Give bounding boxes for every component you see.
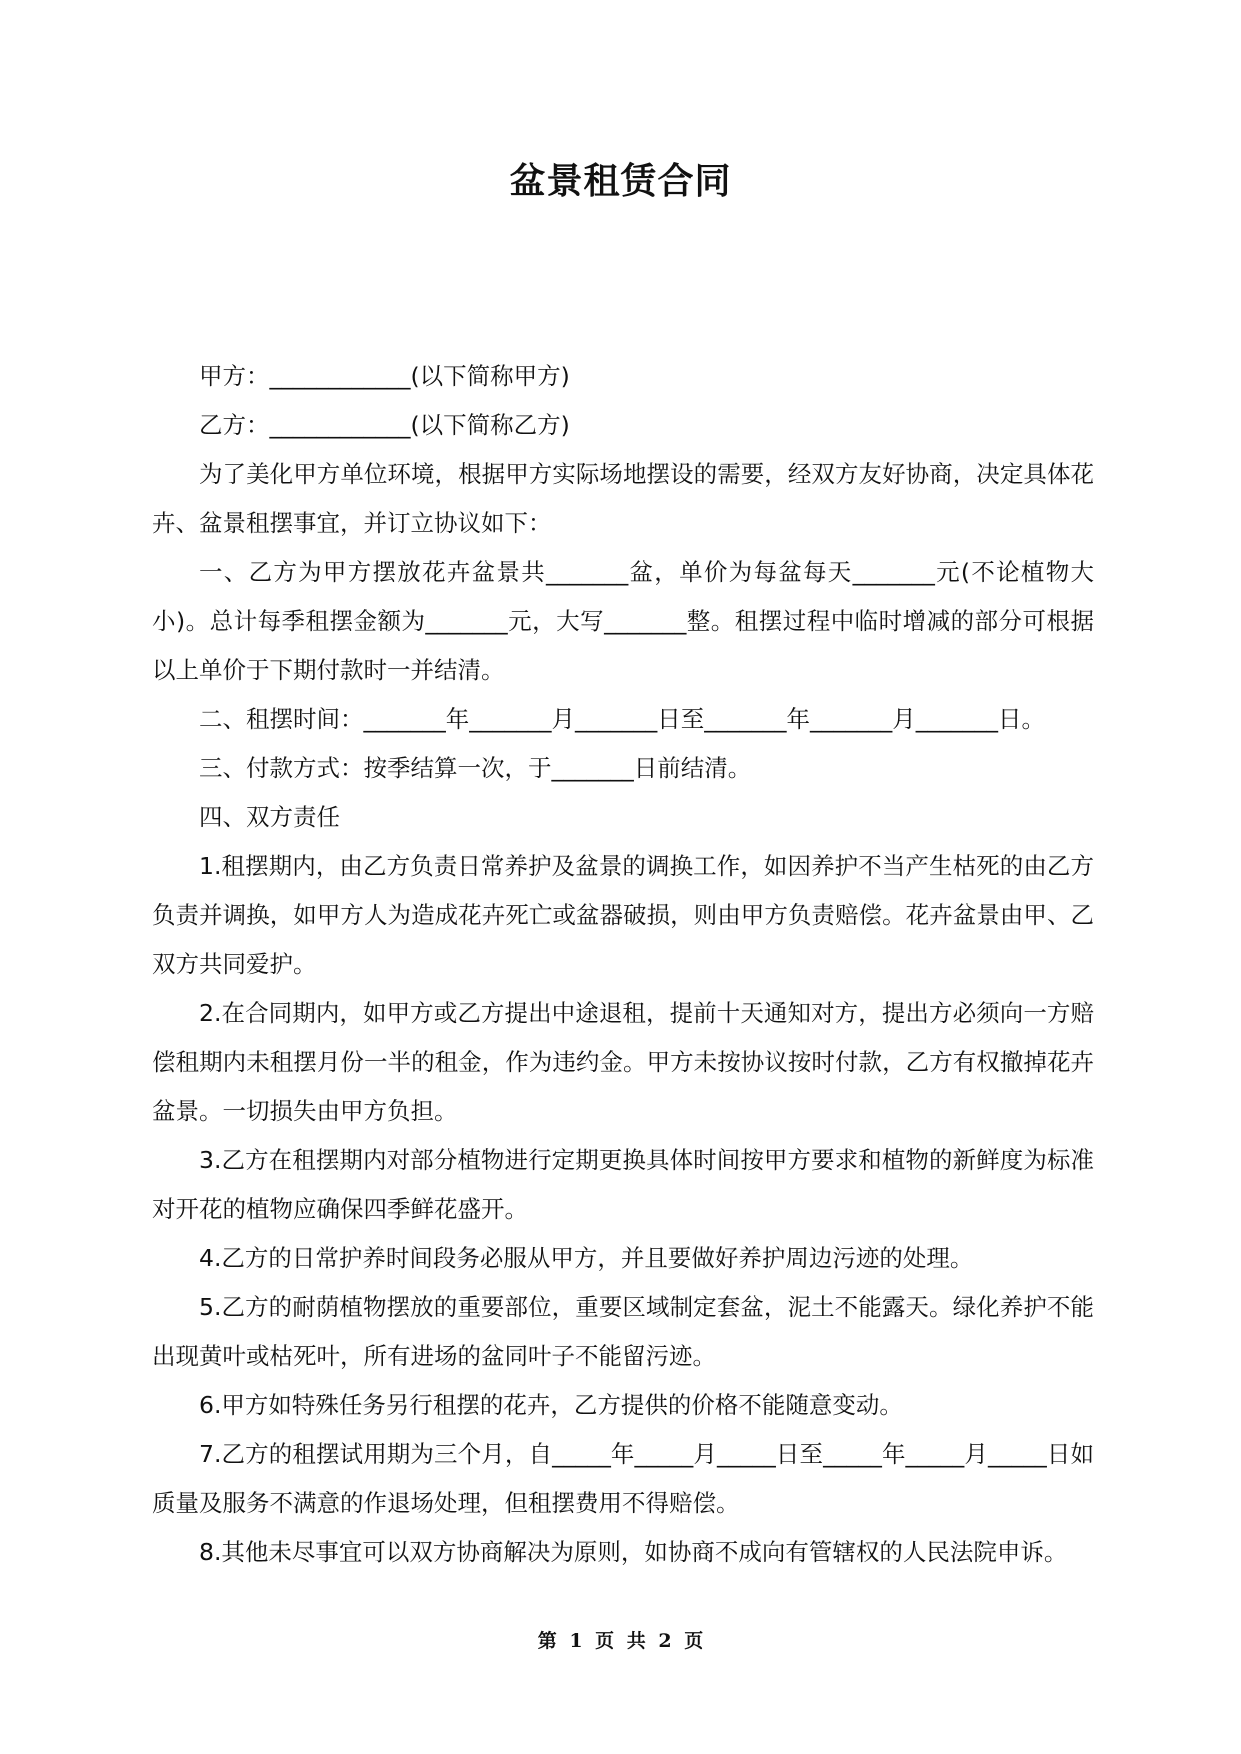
paragraph-item-5: 5.乙方的耐荫植物摆放的重要部位，重要区域制定套盆，泥土不能露天。绿化养护不能出现黄叶或枯死叶，所有进场的盆同叶子不能留污迹。 xyxy=(152,1293,1094,1370)
paragraph-item-6: 6.甲方如特殊任务另行租摆的花卉，乙方提供的价格不能随意变动。 xyxy=(199,1391,903,1419)
paragraph-clause-4-heading: 四、双方责任 xyxy=(199,803,340,831)
paragraph-item-7: 7.乙方的租摆试用期为三个月，自_____年_____月_____日至_____年_____月_____日如质量及服务不满意的作退场处理，但租摆费用不得赔偿。 xyxy=(152,1440,1094,1517)
paragraph-clause-3: 三、付款方式：按季结算一次，于_______日前结清。 xyxy=(199,754,752,782)
paragraph-item-2: 2.在合同期内，如甲方或乙方提出中途退租，提前十天通知对方，提出方必须向一方赔偿租期内未租摆月份一半的租金，作为违约金。甲方未按协议按时付款，乙方有权撤掉花卉盆景。一切损失由甲方负担。 xyxy=(152,999,1094,1125)
document-title: 盆景租赁合同 xyxy=(509,161,732,202)
paragraph-preamble: 为了美化甲方单位环境，根据甲方实际场地摆设的需要，经双方友好协商，决定具体花卉、盆景租摆事宜，并订立协议如下： xyxy=(152,460,1094,537)
paragraph-item-3: 3.乙方在租摆期内对部分植物进行定期更换具体时间按甲方要求和植物的新鲜度为标准对开花的植物应确保四季鲜花盛开。 xyxy=(152,1146,1094,1223)
paragraph-clause-1: 一、乙方为甲方摆放花卉盆景共_______盆，单价为每盆每天_______元(不论植物大小)。总计每季租摆金额为_______元，大写_______整。租摆过程中临时增减的部分可根据以上单价于下期付款时一并结清。 xyxy=(152,558,1094,684)
paragraph-clause-2: 二、租摆时间：_______年_______月_______日至_______年_______月_______日。 xyxy=(199,705,1045,733)
paragraph-item-4: 4.乙方的日常护养时间段务必服从甲方，并且要做好养护周边污迹的处理。 xyxy=(199,1244,974,1272)
document-body xyxy=(152,352,1094,1577)
page-number-footer: 第 1 页 共 2 页 xyxy=(537,1630,704,1652)
paragraph-party-a: 甲方：____________(以下简称甲方) xyxy=(199,362,570,390)
paragraph-item-8: 8.其他未尽事宜可以双方协商解决为原则，如协商不成向有管辖权的人民法院申诉。 xyxy=(199,1538,1068,1566)
paragraph-item-1: 1.租摆期内，由乙方负责日常养护及盆景的调换工作，如因养护不当产生枯死的由乙方负责并调换，如甲方人为造成花卉死亡或盆器破损，则由甲方负责赔偿。花卉盆景由甲、乙双方共同爱护。 xyxy=(152,852,1094,978)
paragraph-party-b: 乙方：____________(以下简称乙方) xyxy=(199,411,570,439)
